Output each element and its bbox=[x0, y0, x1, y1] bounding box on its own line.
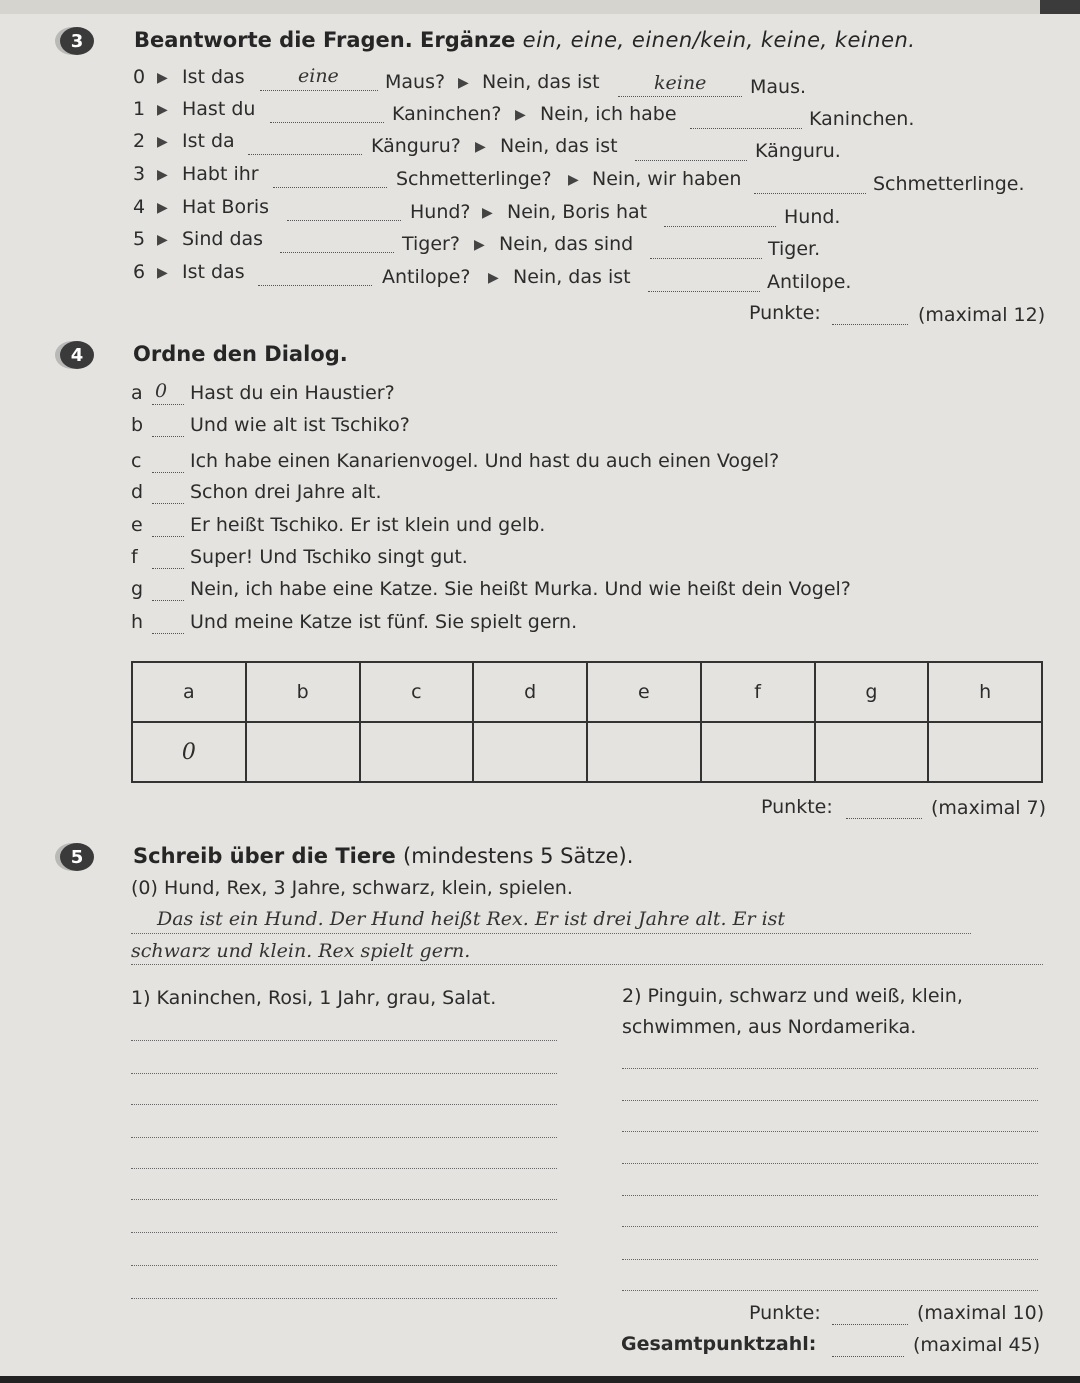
task-2-prompt-line-1: 2) Pinguin, schwarz und weiß, klein, bbox=[622, 985, 963, 1007]
arrow-icon: ▶ bbox=[458, 75, 469, 91]
table-answer-cell[interactable] bbox=[587, 722, 701, 782]
item-letter: b bbox=[131, 414, 144, 436]
writing-line-left[interactable] bbox=[131, 1073, 557, 1074]
answer-start: Nein, das ist bbox=[513, 266, 631, 288]
points-label: Punkte: bbox=[749, 1302, 821, 1324]
arrow-icon: ▶ bbox=[157, 200, 168, 216]
exercise-4-title: Ordne den Dialog. bbox=[133, 342, 348, 366]
arrow-icon: ▶ bbox=[474, 237, 485, 253]
page-top-edge bbox=[0, 0, 1080, 14]
table-answer-cell[interactable] bbox=[701, 722, 815, 782]
total-points-label: Gesamtpunktzahl: bbox=[621, 1333, 817, 1355]
dialog-line: Schon drei Jahre alt. bbox=[190, 481, 382, 503]
writing-line-left[interactable] bbox=[131, 1040, 557, 1041]
writing-line-left[interactable] bbox=[131, 1199, 557, 1200]
writing-line-left[interactable] bbox=[131, 1168, 557, 1169]
order-blank[interactable] bbox=[152, 615, 184, 634]
exercise-number-badge: 4 bbox=[60, 341, 94, 369]
item-letter: e bbox=[131, 514, 143, 536]
order-blank[interactable] bbox=[152, 485, 184, 504]
question-start: Hast du bbox=[182, 98, 256, 120]
answer-blank-2[interactable] bbox=[635, 140, 747, 161]
row-number: 5 bbox=[133, 228, 146, 250]
exercise-number-badge: 3 bbox=[60, 27, 94, 55]
dialog-line: Nein, ich habe eine Katze. Sie heißt Murka. Und wie heißt dein Vogel? bbox=[190, 578, 851, 600]
table-answer-cell[interactable] bbox=[473, 722, 587, 782]
writing-line-right[interactable] bbox=[622, 1131, 1038, 1132]
answer-blank-1[interactable] bbox=[287, 200, 401, 221]
answer-end: Känguru. bbox=[755, 140, 841, 162]
question-end: Kaninchen? bbox=[392, 103, 502, 125]
photo-bottom-edge bbox=[0, 1376, 1080, 1383]
answer-end: Antilope. bbox=[767, 271, 852, 293]
example-line-2 bbox=[131, 964, 1043, 965]
writing-line-left[interactable] bbox=[131, 1104, 557, 1105]
writing-line-right[interactable] bbox=[622, 1226, 1038, 1227]
table-answer-cell[interactable] bbox=[815, 722, 929, 782]
order-blank[interactable] bbox=[152, 582, 184, 601]
example-answer-line-1: Das ist ein Hund. Der Hund heißt Rex. Er ist drei Jahre alt. Er ist bbox=[157, 908, 786, 930]
answer-end: Kaninchen. bbox=[809, 108, 915, 130]
dialog-line: Hast du ein Haustier? bbox=[190, 382, 395, 404]
answer-end: Schmetterlinge. bbox=[873, 173, 1025, 195]
table-header-cell: d bbox=[473, 662, 587, 722]
points-max: (maximal 10) bbox=[917, 1302, 1045, 1324]
answer-blank-1[interactable] bbox=[258, 265, 372, 286]
total-points-max: (maximal 45) bbox=[913, 1334, 1041, 1356]
order-blank[interactable] bbox=[152, 454, 184, 473]
task-1-prompt: 1) Kaninchen, Rosi, 1 Jahr, grau, Salat. bbox=[131, 987, 497, 1009]
handwritten-answer-2: keine bbox=[654, 72, 707, 94]
page-corner-tab bbox=[1040, 0, 1080, 14]
item-letter: g bbox=[131, 578, 144, 600]
row-number: 6 bbox=[133, 261, 146, 283]
answer-blank-1[interactable] bbox=[273, 167, 387, 188]
answer-blank-1[interactable] bbox=[270, 102, 384, 123]
answer-table-values bbox=[132, 722, 1042, 782]
arrow-icon: ▶ bbox=[515, 107, 526, 123]
table-answer-cell[interactable] bbox=[360, 722, 474, 782]
table-header-cell: g bbox=[815, 662, 929, 722]
item-letter: d bbox=[131, 481, 144, 503]
writing-line-left[interactable] bbox=[131, 1232, 557, 1233]
writing-line-right[interactable] bbox=[622, 1163, 1038, 1164]
arrow-icon: ▶ bbox=[157, 167, 168, 183]
answer-blank-1[interactable] bbox=[280, 232, 394, 253]
question-end: Hund? bbox=[410, 201, 471, 223]
table-header-cell: b bbox=[246, 662, 360, 722]
answer-end: Tiger. bbox=[768, 238, 821, 260]
answer-table bbox=[131, 661, 1043, 783]
answer-blank-2[interactable] bbox=[650, 238, 762, 259]
writing-line-left[interactable] bbox=[131, 1137, 557, 1138]
arrow-icon: ▶ bbox=[157, 134, 168, 150]
writing-line-right[interactable] bbox=[622, 1290, 1038, 1291]
writing-line-left[interactable] bbox=[131, 1298, 557, 1299]
table-header-cell: a bbox=[132, 662, 246, 722]
answer-blank-2[interactable] bbox=[648, 271, 760, 292]
answer-start: Nein, das ist bbox=[500, 135, 618, 157]
answer-start: Nein, das sind bbox=[499, 233, 634, 255]
answer-start: Nein, ich habe bbox=[540, 103, 677, 125]
question-end: Maus? bbox=[385, 71, 446, 93]
item-letter: c bbox=[131, 450, 142, 472]
points-label: Punkte: bbox=[749, 302, 821, 324]
writing-line-right[interactable] bbox=[622, 1068, 1038, 1069]
order-blank[interactable] bbox=[152, 418, 184, 437]
question-start: Hat Boris bbox=[182, 196, 270, 218]
answer-start: Nein, Boris hat bbox=[507, 201, 648, 223]
order-blank[interactable] bbox=[152, 518, 184, 537]
title-main: Schreib über die Tiere bbox=[133, 844, 396, 868]
question-start: Ist da bbox=[182, 130, 235, 152]
question-start: Habt ihr bbox=[182, 163, 259, 185]
table-header-cell: h bbox=[928, 662, 1042, 722]
exercise-number-badge: 5 bbox=[60, 843, 94, 871]
example-answer-line-2: schwarz und klein. Rex spielt gern. bbox=[131, 940, 471, 962]
arrow-icon: ▶ bbox=[157, 265, 168, 281]
answer-blank-2[interactable] bbox=[690, 108, 802, 129]
points-blank[interactable] bbox=[832, 1306, 908, 1329]
arrow-icon: ▶ bbox=[475, 139, 486, 155]
answer-start: Nein, wir haben bbox=[592, 168, 742, 190]
question-start: Ist das bbox=[182, 66, 245, 88]
exercise-3-title bbox=[134, 28, 915, 52]
answer-blank-2[interactable] bbox=[664, 206, 776, 227]
example-line-1 bbox=[131, 933, 971, 934]
dialog-line: Und meine Katze ist fünf. Sie spielt gern. bbox=[190, 611, 578, 633]
item-letter: h bbox=[131, 611, 144, 633]
handwritten-order: 0 bbox=[155, 380, 168, 402]
arrow-icon: ▶ bbox=[568, 172, 579, 188]
answer-end: Hund. bbox=[784, 206, 841, 228]
dialog-line: Super! Und Tschiko singt gut. bbox=[190, 546, 468, 568]
total-points-blank[interactable] bbox=[832, 1338, 904, 1361]
points-blank[interactable] bbox=[832, 306, 908, 329]
question-start: Sind das bbox=[182, 228, 264, 250]
table-header-cell: f bbox=[701, 662, 815, 722]
row-number: 3 bbox=[133, 163, 146, 185]
order-blank[interactable] bbox=[152, 550, 184, 569]
points-label: Punkte: bbox=[761, 796, 833, 818]
dialog-line: Und wie alt ist Tschiko? bbox=[190, 414, 410, 436]
dialog-line: Er heißt Tschiko. Er ist klein und gelb. bbox=[190, 514, 546, 536]
points-blank[interactable] bbox=[846, 800, 922, 823]
task-2-prompt-line-2: schwimmen, aus Nordamerika. bbox=[622, 1016, 917, 1038]
row-number: 1 bbox=[133, 98, 146, 120]
question-end: Känguru? bbox=[371, 135, 461, 157]
points-max: (maximal 7) bbox=[931, 797, 1047, 819]
row-number: 4 bbox=[133, 196, 146, 218]
handwritten-answer-1: eine bbox=[298, 65, 339, 87]
writing-line-right[interactable] bbox=[622, 1259, 1038, 1260]
example-prompt: (0) Hund, Rex, 3 Jahre, schwarz, klein, spielen. bbox=[131, 877, 573, 899]
row-number: 0 bbox=[133, 66, 146, 88]
table-answer-cell[interactable]: 0 bbox=[132, 722, 246, 782]
table-header-cell: e bbox=[587, 662, 701, 722]
title-italic: ein, eine, einen/kein, keine, keinen. bbox=[522, 28, 916, 52]
answer-table-header bbox=[132, 662, 1042, 722]
question-end: Antilope? bbox=[382, 266, 471, 288]
item-letter: a bbox=[131, 382, 143, 404]
writing-line-right[interactable] bbox=[622, 1195, 1038, 1196]
table-header-cell: c bbox=[360, 662, 474, 722]
arrow-icon: ▶ bbox=[157, 102, 168, 118]
arrow-icon: ▶ bbox=[157, 70, 168, 86]
arrow-icon: ▶ bbox=[157, 232, 168, 248]
dialog-line: Ich habe einen Kanarienvogel. Und hast du auch einen Vogel? bbox=[190, 450, 780, 472]
answer-blank-2[interactable] bbox=[754, 173, 866, 194]
points-max: (maximal 12) bbox=[918, 304, 1046, 326]
title-main: Beantworte die Fragen. Ergänze bbox=[134, 28, 516, 52]
writing-line-right[interactable] bbox=[622, 1100, 1038, 1101]
writing-line-left[interactable] bbox=[131, 1265, 557, 1266]
question-end: Schmetterlinge? bbox=[396, 168, 552, 190]
answer-blank-1[interactable] bbox=[248, 134, 362, 155]
arrow-icon: ▶ bbox=[482, 205, 493, 221]
title-rest: (mindestens 5 Sätze). bbox=[403, 844, 634, 868]
table-answer-cell[interactable] bbox=[928, 722, 1042, 782]
exercise-5-title bbox=[133, 844, 633, 868]
table-answer-cell[interactable] bbox=[246, 722, 360, 782]
answer-end: Maus. bbox=[750, 76, 807, 98]
item-letter: f bbox=[131, 546, 138, 568]
question-start: Ist das bbox=[182, 261, 245, 283]
question-end: Tiger? bbox=[402, 233, 460, 255]
row-number: 2 bbox=[133, 130, 146, 152]
answer-start: Nein, das ist bbox=[482, 71, 600, 93]
arrow-icon: ▶ bbox=[488, 270, 499, 286]
